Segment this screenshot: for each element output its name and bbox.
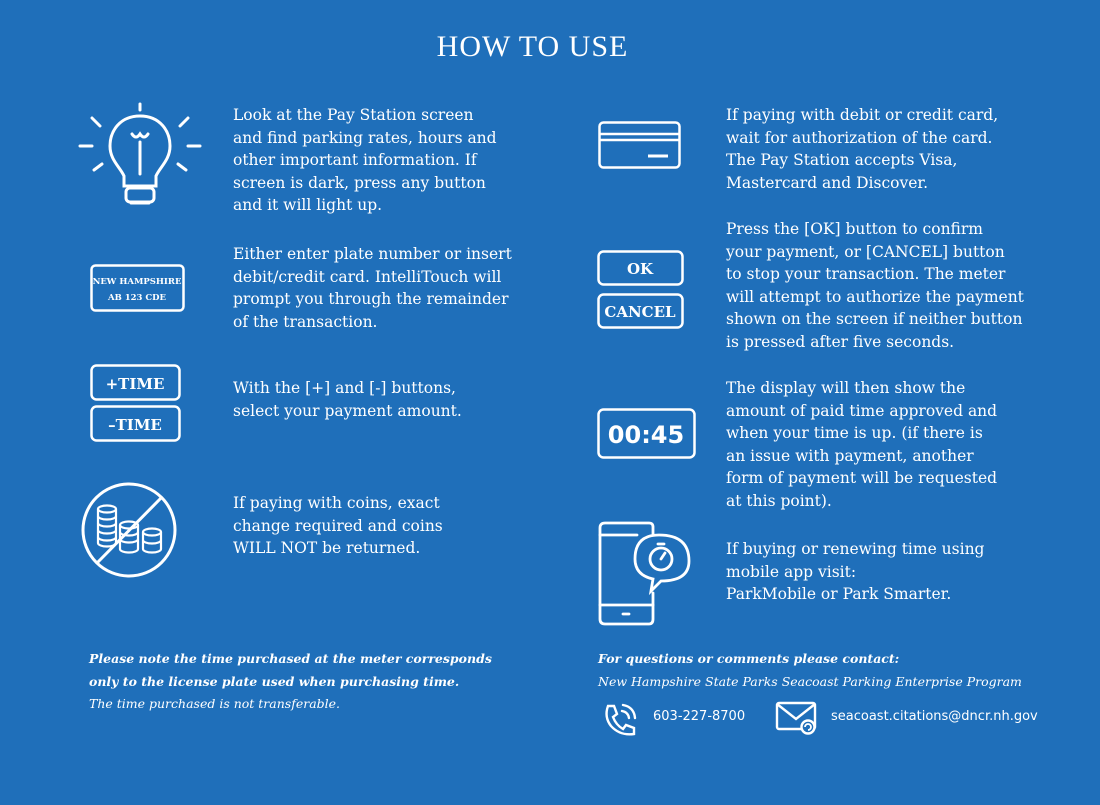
timer-display-icon (597, 408, 697, 460)
plus-time-button-icon (90, 364, 182, 402)
note-line3: The time purchased is not transferable. (89, 696, 341, 711)
email-address[interactable]: seacoast.citations@dncr.nh.gov (831, 709, 1038, 724)
credit-card-icon (598, 121, 682, 169)
ok-label: OK (626, 260, 654, 278)
step-coins: If paying with coins, exact change required and coins WILL NOT be returned. (233, 494, 443, 558)
contact-org: New Hampshire State Parks Seacoast Parking Enterprise Program (598, 673, 1022, 689)
mobile-phone-icon (597, 521, 697, 627)
step-card-authorization: If paying with debit or credit card, wait for authorization of the card. The Pay Station accepts Visa, Mastercard and Discover. (726, 106, 999, 192)
step-select-amount: With the [+] and [-] buttons, select your payment amount. (233, 379, 462, 420)
contact-note (598, 648, 1022, 693)
plate-note (89, 648, 492, 716)
phone-number[interactable]: 603-227-8700 (653, 709, 746, 724)
minus-time-button-icon (90, 405, 182, 443)
no-coins-icon (80, 481, 178, 579)
cancel-label: CANCEL (604, 303, 676, 321)
plate-line2: AB 123 CDE (107, 293, 167, 303)
light-bulb-icon (78, 104, 202, 214)
step-mobile-app: If buying or renewing time using mobile app visit: ParkMobile or Park Smarter. (726, 540, 985, 604)
page-title: HOW TO USE (436, 30, 629, 63)
cancel-button-icon (597, 293, 685, 330)
license-plate-icon (90, 264, 186, 312)
step-confirm-payment: Press the [OK] button to confirm your payment, or [CANCEL] button to stop your transaction. The meter will attempt to authorize the payment shown on the screen if neither button is pressed after five seconds. (726, 220, 1024, 351)
ok-button-icon (597, 250, 685, 287)
step-display-time: The display will then show the amount of paid time approved and when your time is up. (if there is an issue with payment, another form of payment will be requested at this point). (726, 379, 998, 510)
email-icon (775, 700, 821, 736)
minus-time-label: –TIME (108, 416, 162, 434)
plus-time-label: +TIME (105, 375, 165, 393)
step-enter-plate: Either enter plate number or insert debit/credit card. IntelliTouch will prompt you through the remainder of the transaction. (233, 245, 512, 331)
contact-heading: For questions or comments please contact: (598, 651, 900, 666)
note-line1: Please note the time purchased at the meter corresponds (89, 651, 492, 666)
timer-label: 00:45 (607, 421, 685, 449)
phone-icon (602, 702, 640, 738)
step-look-at-screen: Look at the Pay Station screen and find parking rates, hours and other important information. If screen is dark, press any button and it will light up. (233, 106, 497, 215)
plate-line1: NEW HAMPSHIRE (92, 277, 182, 287)
note-line2: only to the license plate used when purchasing time. (89, 673, 460, 689)
